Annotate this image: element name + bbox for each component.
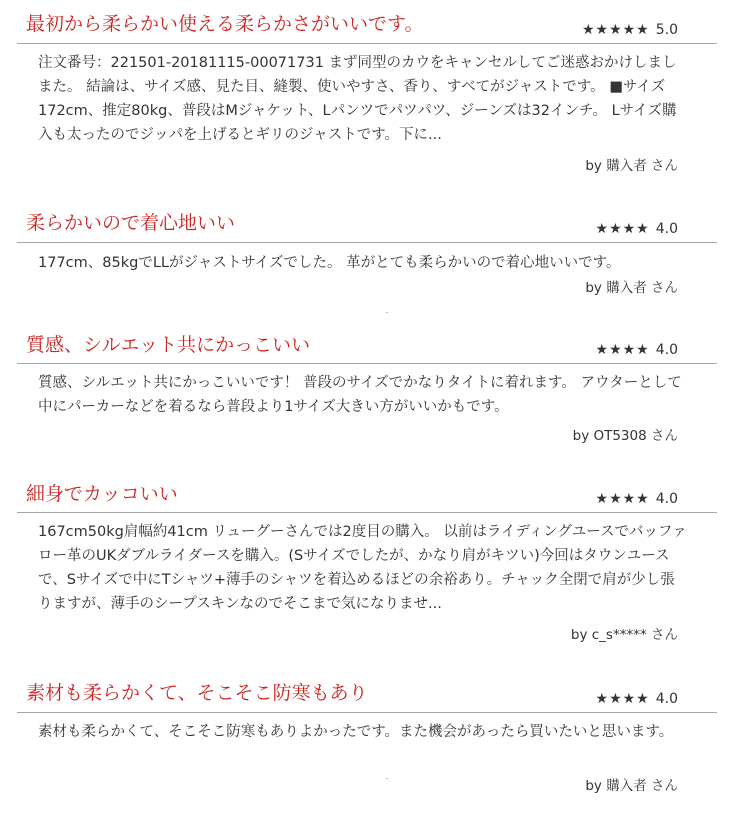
rating-score: 4.0 xyxy=(655,491,678,507)
star-rating-icon: ★★★★★ xyxy=(581,22,650,38)
review-author: by 購入者 さん xyxy=(585,158,678,174)
review-body: 質感、シルエット共にかっこいいです！ 普段のサイズでかなりタイトに着れます。 アウターとして中にパーカーなどを着るなら普段より1サイズ大きい方がいいかもです。 xyxy=(38,375,682,415)
separator-dot xyxy=(386,312,388,313)
divider xyxy=(17,512,717,513)
review-title: 質感、シルエット共にかっこいい xyxy=(26,334,311,356)
divider xyxy=(17,712,717,713)
review-title: 柔らかいので着心地いい xyxy=(26,212,236,234)
rating-score: 4.0 xyxy=(655,691,678,707)
star-rating-icon: ★★★★ xyxy=(595,491,650,507)
review-author: by c_s***** さん xyxy=(570,627,678,643)
review-rating xyxy=(596,218,678,240)
review-title: 最初から柔らかい使える柔らかさがいいです。 xyxy=(26,13,424,35)
rating-score: 4.0 xyxy=(655,221,678,237)
review-body: 注文番号：221501-20181115-00071731 まず同型のカウをキャンセルしてご迷惑おかけしましまた。 結論は、サイズ感、見た目、縫製、使いやすさ、香り、すべてがジャストです。 ■サイズ 172cm、推定80kg、普段はMジャケット、Lパンツでパツパツ、ジーンズは32インチ。 Lサイズ購入も太ったのでジッパを上げるとギリのジャストです。下に... xyxy=(38,55,677,143)
divider xyxy=(17,43,717,44)
star-rating-icon: ★★★★ xyxy=(595,221,650,237)
review-rating xyxy=(582,19,678,41)
review-author: by OT5308 さん xyxy=(572,428,678,444)
review-body: 177cm、85kgでLLがジャストサイズでした。 革がとても柔らかいので着心地いいです。 xyxy=(38,255,621,271)
review-author: by 購入者 さん xyxy=(585,280,678,296)
review-rating xyxy=(596,339,678,361)
review-rating xyxy=(596,488,678,510)
review-rating xyxy=(596,688,678,710)
rating-score: 5.0 xyxy=(655,22,678,38)
review-body: 素材も柔らかくて、そこそこ防寒もありよかったです。また機会があったら買いたいと思います。 xyxy=(38,724,674,740)
review-title: 素材も柔らかくて、そこそこ防寒もあり xyxy=(26,682,368,704)
separator-dot xyxy=(386,778,388,779)
divider xyxy=(17,363,717,364)
review-body: 167cm50kg肩幅約41cm リューグーさんでは2度目の購入。 以前はライディングユースでバッファロー革のUKダブルライダースを購入。(Sサイズでしたが、かなり肩がキツい)今回はタウンユースで、Sサイズで中にTシャツ+薄手のシャツを着込めるほどの余裕あり。チャック全閉で肩が少し張りますが、薄手のシープスキンなのでそこまで気になりませ... xyxy=(38,524,687,612)
star-rating-icon: ★★★★ xyxy=(595,691,650,707)
rating-score: 4.0 xyxy=(655,342,678,358)
star-rating-icon: ★★★★ xyxy=(595,342,650,358)
review-author: by 購入者 さん xyxy=(585,778,678,794)
divider xyxy=(17,242,717,243)
review-title: 細身でカッコいい xyxy=(26,483,178,505)
